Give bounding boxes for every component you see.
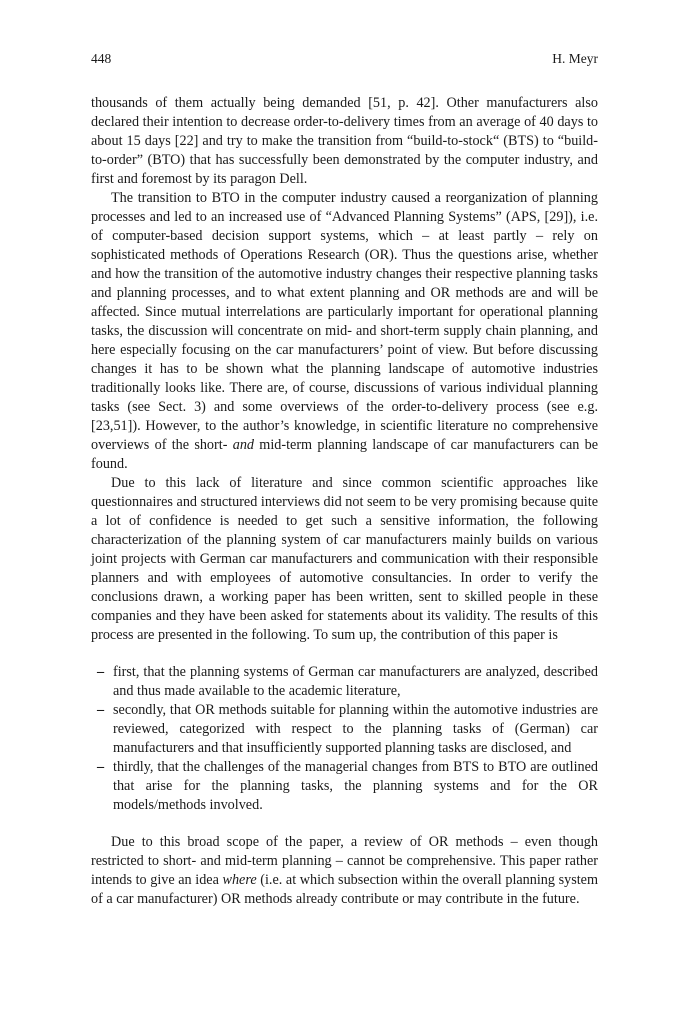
paragraph-2-text: The transition to BTO in the computer industry caused a reorganization of planning processes and led to an increased use of “Advanced Planning Systems” (APS, [29]), i.e. of computer-based decision support systems, which – at least partly – rely on sophisticated methods of Operations Research (OR). Thus the questions arise, whether and how the transition of the automotive industry changes their respective planning tasks and planning processes, and to what extent planning and OR methods are and will be affected. Since mutual interrelations are particularly important for operational planning tasks, the discussion will concentrate on mid- and short-term supply chain planning, and here especially focusing on the car manufacturers’ point of view. But before discussing changes it has to be shown what the planning landscape of automotive industries traditionally looks like. There are, of course, discussions of various individual planning tasks (see Sect. 3) and some overviews of the order-to-delivery process (see e.g. [23,51]). However, to the author’s knowledge, in scientific literature no comprehensive overviews of the short- (91, 190, 598, 453)
paragraph-2 (91, 189, 598, 474)
dash-bullet: – (97, 664, 105, 680)
dash-bullet: – (97, 759, 105, 775)
page (91, 50, 598, 909)
running-header (91, 50, 598, 68)
running-author: H. Meyr (552, 51, 598, 66)
list-item-text: thirdly, that the challenges of the managerial changes from BTS to BTO are outlined that arise for the planning tasks, the planning systems and for the OR models/methods involved. (113, 759, 598, 813)
paragraph-4-tail: (i.e. at which subsection within the overall planning system of a car manufacturer) OR methods already contribute or may contribute in the future. (91, 872, 599, 907)
body-text (91, 94, 598, 909)
paragraph-4 (91, 833, 598, 909)
paragraph-2-tail: mid-term planning landscape of car manufacturers can be found. (91, 437, 599, 472)
paragraph-2-emphasis: and (232, 437, 254, 453)
paragraph-3: Due to this lack of literature and since common scientific approaches like questionnaires and structured interviews did not seem to be very promising because quite a lot of confidence is needed to get such a sensitive information, the following characterization of the planning system of car manufacturers mainly builds on various joint projects with German car manufacturers and communication with their responsible planners and with employees of automotive consultancies. In order to verify the conclusions drawn, a working paper has been written, sent to skilled people in these companies and they have been asked for statements about its validity. The results of this process are presented in the following. To sum up, the contribution of this paper is (91, 475, 598, 643)
paragraph-4-emphasis: where (222, 872, 257, 888)
page-number: 448 (91, 51, 112, 66)
list-item (91, 701, 598, 758)
contribution-list (91, 663, 598, 815)
paragraph-4-text: Due to this broad scope of the paper, a review of OR methods – even though restricted to short- and mid-term planning – cannot be comprehensive. This paper rather intends to give an idea (91, 834, 598, 888)
list-item-text: secondly, that OR methods suitable for planning within the automotive industries are reviewed, categorized with respect to the planning tasks of (German) car manufacturers and that insufficiently supported planning tasks are disclosed, and (113, 702, 598, 756)
list-item (91, 758, 598, 815)
dash-bullet: – (97, 702, 105, 718)
list-item-text: first, that the planning systems of German car manufacturers are analyzed, described and thus made available to the academic literature, (113, 664, 598, 699)
paragraph-1: thousands of them actually being demanded [51, p. 42]. Other manufacturers also declared their intention to decrease order-to-delivery times from an average of 40 days to about 15 days [22] and try to make the transition from “build-to-stock“ (BTS) to “build-to-order” (BTO) that has successfully been demonstrated by the computer industry, and first and foremost by its paragon Dell. (91, 95, 598, 187)
list-item (91, 663, 598, 701)
